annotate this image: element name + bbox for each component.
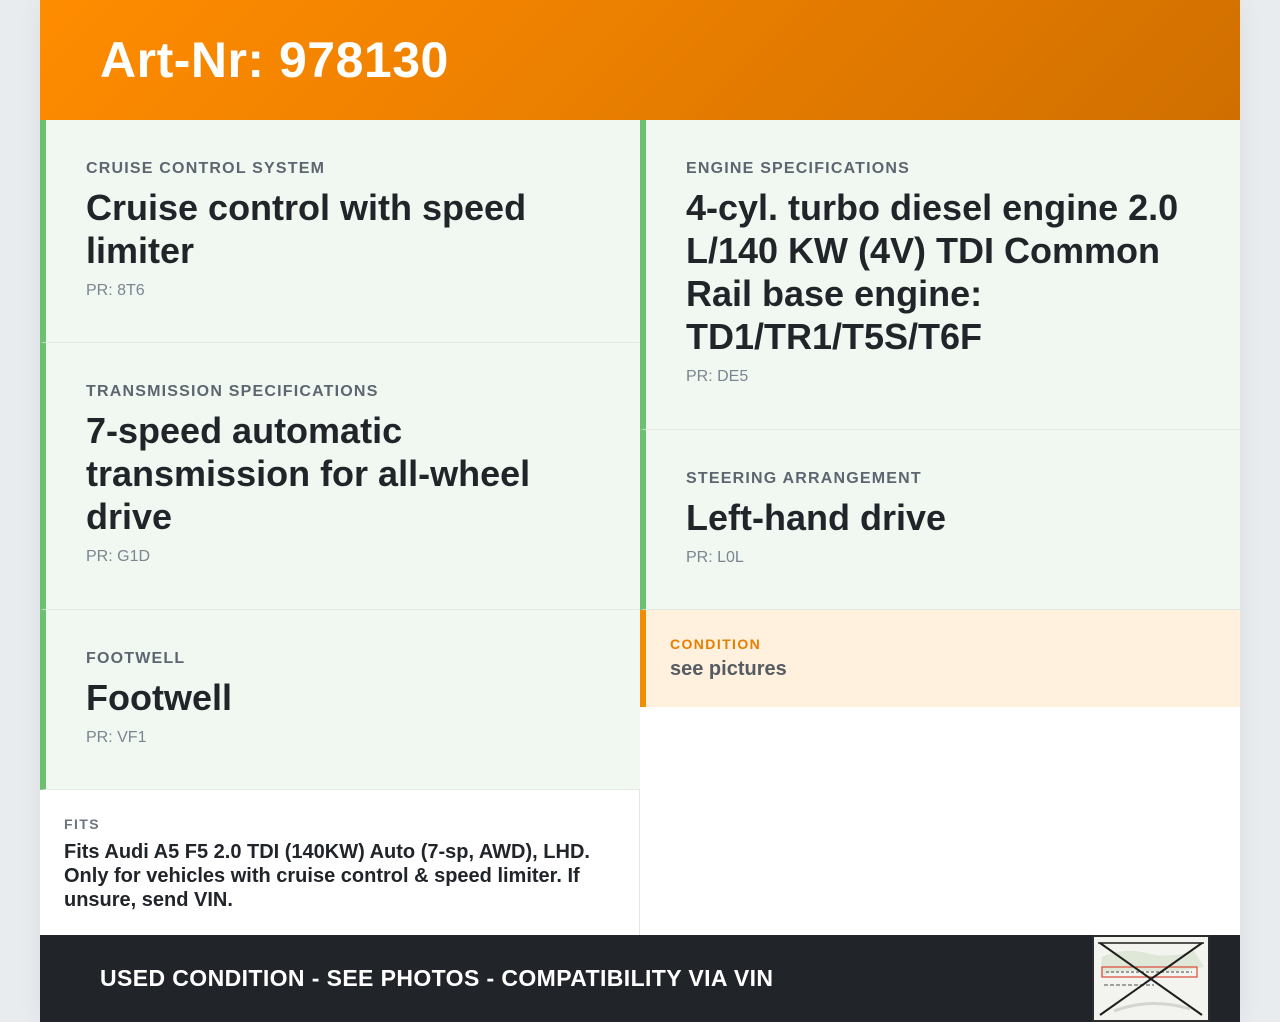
fits-text: Fits Audi A5 F5 2.0 TDI (140KW) Auto (7-sp, AWD), LHD. Only for vehicles with cruise control & speed limiter. If unsure, send VIN. bbox=[64, 841, 590, 911]
spec-card-cruise-control bbox=[40, 120, 640, 343]
spec-category: CRUISE CONTROL SYSTEM bbox=[86, 160, 326, 177]
listing-card bbox=[40, 0, 1240, 1022]
spec-category: FOOTWELL bbox=[86, 650, 186, 667]
spec-card-footwell bbox=[40, 610, 640, 790]
footer-bar bbox=[40, 935, 1240, 1022]
fits-label: FITS bbox=[64, 816, 100, 832]
label-photo-image bbox=[1094, 937, 1208, 1020]
spec-title: 4-cyl. turbo diesel engine 2.0 L/140 KW (4V) TDI Common Rail base engine: TD1/TR1/T5S/T6F bbox=[686, 187, 1179, 357]
spec-card-engine bbox=[640, 120, 1240, 430]
spec-pr-code: PR: VF1 bbox=[86, 729, 147, 746]
spec-pr-code: PR: G1D bbox=[86, 548, 151, 565]
spec-category: TRANSMISSION SPECIFICATIONS bbox=[86, 383, 379, 400]
condition-box bbox=[640, 610, 1240, 707]
header-banner bbox=[40, 0, 1240, 120]
condition-label: CONDITION bbox=[670, 636, 762, 652]
footer-tagline: USED CONDITION - SEE PHOTOS - COMPATIBILITY VIA VIN bbox=[100, 965, 774, 991]
spec-title: Left-hand drive bbox=[686, 497, 947, 538]
spec-title: Footwell bbox=[86, 677, 232, 718]
spec-pr-code: PR: 8T6 bbox=[86, 282, 145, 299]
spec-card-transmission bbox=[40, 343, 640, 610]
spec-grid bbox=[40, 120, 1240, 935]
spec-category: STEERING ARRANGEMENT bbox=[686, 470, 922, 487]
spec-card-steering bbox=[640, 430, 1240, 610]
spec-title: Cruise control with speed limiter bbox=[86, 187, 527, 271]
spec-pr-code: PR: DE5 bbox=[686, 368, 749, 385]
spec-column-right bbox=[640, 120, 1240, 935]
spec-category: ENGINE SPECIFICATIONS bbox=[686, 160, 911, 177]
spec-title: 7-speed automatic transmission for all-wheel drive bbox=[86, 410, 531, 537]
label-photo-thumbnail[interactable] bbox=[1092, 935, 1210, 1022]
condition-value: see pictures bbox=[670, 658, 787, 680]
spec-pr-code: PR: L0L bbox=[686, 549, 744, 566]
fits-section bbox=[40, 790, 639, 912]
article-number-title: Art-Nr: 978130 bbox=[100, 32, 449, 88]
spec-column-left bbox=[40, 120, 640, 935]
